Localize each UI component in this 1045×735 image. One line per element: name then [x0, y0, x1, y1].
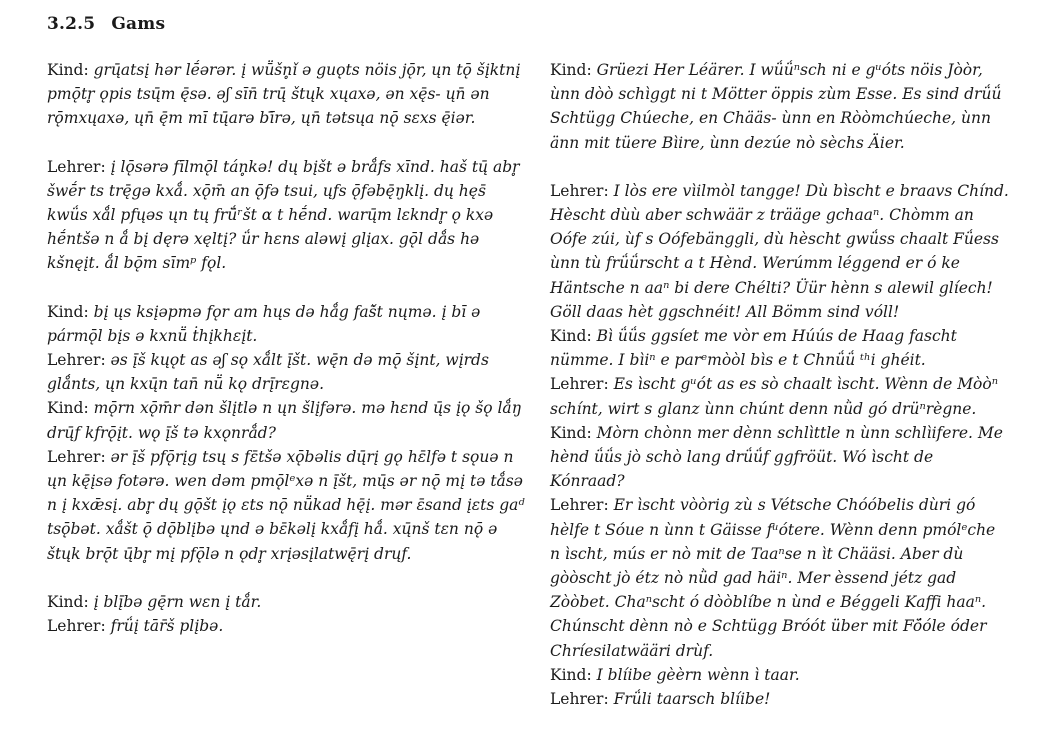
dialogue-turn — [550, 493, 1010, 662]
speech-text: Mòrn chònn mer dènn schlìttle n ùnn schlìifere. Me hènd ǘǘs jò schò lang drǘǘf ggfröüt. Wó ìscht de Kónraad? — [550, 423, 1003, 491]
speech-text: į blį̄bə gę̄rn wɛn į tǻr. — [93, 592, 262, 611]
dialogue-turn — [550, 687, 1010, 711]
phonetic-transcription-column — [47, 58, 525, 638]
speaker-label: Kind: — [550, 61, 592, 79]
speech-text: Er ìscht vòòrig zù s Vétsche Chóóbelis dùri gó hèlfe t Sóue n ùnn t Gäisse fᵘótere. Wènn denn pmólᵉche n ìscht, mús er nò mit de Taaⁿse n ìt Chääsi. Aber dù gòòscht jò étz nò nǜd gad häiⁿ. Mer èssend jétz gad Zòòbet. Chaⁿscht ó dòòblíbe n ùnd e Béggeli Kaffi haaⁿ. Chúnscht dènn nò e Schtügg Bróót über mit Fö́óle óder Chríesilatwääri drùf. — [550, 496, 996, 660]
speaker-label: Lehrer: — [550, 690, 609, 709]
speaker-label: Kind: — [47, 302, 89, 321]
speaker-label: Lehrer: — [47, 447, 106, 466]
speech-text: mǭrn xǭm̄r dən šlįtlə n ųn šlįfərə. mə hɛnd ų̄s įǫ šǫ lǻŋ drų̄f kfrǭįt. wǫ į̄š tə kxǫnrǻd? — [47, 399, 522, 442]
speech-text: į lǭsərə fīlmǭl tán̥kə! dų bįšt ə brǻfs xīnd. haš tų̄ abr̥ šwḗr ts trę̄gə kxǻ. xǭm̄ an ǭfə tsui, ųfs ǭfəbę̄ŋklį. dų hęs̄ kwǘs xǻl pfųəs ųn tų frǘ̄ʳšt ɑ t hḗnd. warų̄m lɛkndr̥ ǫ kxə hḗntšə n ǻ bį dęrə xęltį? ǘr hɛns aləwį glįax. gǭl dǻs hə kšnęįt. ǻl bǭm sīmᵖ fǫl. — [47, 157, 520, 273]
speech-text: Grüezi Her Léärer. I wǘǘⁿsch ni e gᵘóts nöis Jòòr, ùnn dòò schìggt ni t Mötter öppis zùm Esse. Es sind drǘǘ Schtügg Chúeche, en Chääs- ùnn en Ròòmchúeche, ùnn änn mit tüere Bìire, ùnn dezúe nò sèchs Äier. — [550, 61, 1002, 152]
dialogue-turn — [47, 155, 525, 276]
speaker-label: Kind: — [47, 399, 89, 418]
paragraph-gap — [47, 276, 525, 300]
section-number: 3.2.5 — [47, 14, 96, 34]
speaker-label: Kind: — [550, 665, 592, 684]
speech-text: əs į̄š kųǫt as əʃ sǫ xǻlt į̄št. wę̄n də mǭ šįnt, wįrds glǻnts, ųn kxų̄n tan̄ nṻ kǫ drį̄rɛgnə. — [47, 351, 489, 394]
dialogue-turn — [47, 590, 525, 614]
dialogue-turn — [550, 421, 1010, 494]
speaker-label: Lehrer: — [550, 496, 609, 515]
speaker-label: Lehrer: — [550, 181, 609, 200]
dialect-transcription-column — [550, 58, 1010, 711]
speaker-label: Lehrer: — [47, 351, 106, 370]
speech-text: Bì ǘǘs ggsíet me vòr em Húús de Haag fascht nümme. I bìiⁿ e parᵉmòòl bìs e t Chnǘǘ ᵗʰi ghéit. — [550, 327, 957, 370]
dialogue-turn — [550, 324, 1010, 372]
speaker-label: Lehrer: — [47, 157, 106, 176]
speech-text: frǘį tār̄š plįbə. — [110, 617, 224, 636]
dialogue-turn — [550, 372, 1010, 420]
speech-text: Es ìscht gᵘót as es sò chaalt ìscht. Wènn de Mòòⁿ schínt, wirt s glanz ùnn chúnt denn nǜd gó drüⁿrègne. — [550, 375, 999, 418]
dialogue-turn — [47, 396, 525, 444]
speech-text: grų̄atsį hər lḗərər. į wṻšn̥ǐ ə guǫts nöis jǭr, ųn tǭ šįktnį pmǭtr̥ ǫpis tsų̄m ę̄sə. əʃ sīn̄ trų̄ štųk xųaxə, ən xę̄s- ųn̄ ən rǭmxųaxə, ųn̄ ę̄m mī tų̄arə bī̄rə, ųn̄ tətsųa nǭ sɛxs ę̄iər. — [47, 61, 521, 128]
speech-text: ər į̄š pfǭrįg tsų s fɛ̄tšə xǭbəlis dų̄rį gǫ hɛ̄lfə t sǫuə n ųn kę̄įsə fotərə. wen dəm pmǭlᵉxə n į̄št, mų̄s ər nǭ mį tə tǻsə n į kxǣsį. abr̥ dų gǭšt įǫ ɛts nǭ nṻkad hę̄į. mər ɛ̄sand įɛts gaᵈ tsǭbət. xǻšt ǭ dǭblįbə ųnd ə bɛ̄kəlį kxǻfį hǻ. xų̄nš tɛn nǭ ə štųk brǭt ų̄br̥ mį pfǭlə n ǫdr̥ xrįəsįlatwę̄rį drųf. — [47, 447, 525, 563]
dialogue-turn — [47, 445, 525, 566]
speech-text: Frǘli taarsch blíibe! — [613, 690, 771, 709]
speaker-label: Lehrer: — [47, 617, 106, 636]
speaker-label: Kind: — [550, 423, 592, 442]
paragraph-gap — [47, 566, 525, 590]
speech-text: I lòs ere vìilmòl tangge! Dù bìscht e braavs Chínd. Hèscht dùù aber schwäär z trääge gchaaⁿ. Chòmm an Oófe zúi, ùf s Oófebänggli, dù hèscht gwǘss chaalt Fǘess ùnn tù frǘǘrscht a t Hènd. Werúmm léggend er ó ke Häntsche n aaⁿ bi dere Chélti? Üür hènn s alewil glíech! Göll daas hèt ggschnéit! All Bömm sind vóll! — [550, 181, 1009, 321]
dialogue-turn — [550, 58, 1010, 155]
dialogue-turn — [550, 179, 1010, 324]
paragraph-gap — [550, 155, 1010, 179]
speaker-label: Kind: — [47, 61, 89, 79]
section-title: Gams — [111, 14, 166, 34]
dialogue-turn — [47, 58, 525, 131]
dialogue-turn — [47, 300, 525, 348]
paragraph-gap — [47, 131, 525, 155]
speech-text: bį ųs ksįəpmə fǫr am hųs də hǻg faš̄t nųmə. į bī ə pármǭl bįs ə kxnṻ ṫhįkhɛįt. — [47, 302, 481, 345]
dialogue-turn — [47, 614, 525, 638]
speaker-label: Kind: — [550, 327, 592, 346]
section-heading — [47, 14, 165, 34]
speaker-label: Kind: — [47, 592, 89, 611]
speech-text: I blíibe gèèrn wènn ì taar. — [596, 665, 800, 684]
dialogue-turn — [47, 348, 525, 396]
dialogue-turn — [550, 663, 1010, 687]
speaker-label: Lehrer: — [550, 375, 609, 394]
